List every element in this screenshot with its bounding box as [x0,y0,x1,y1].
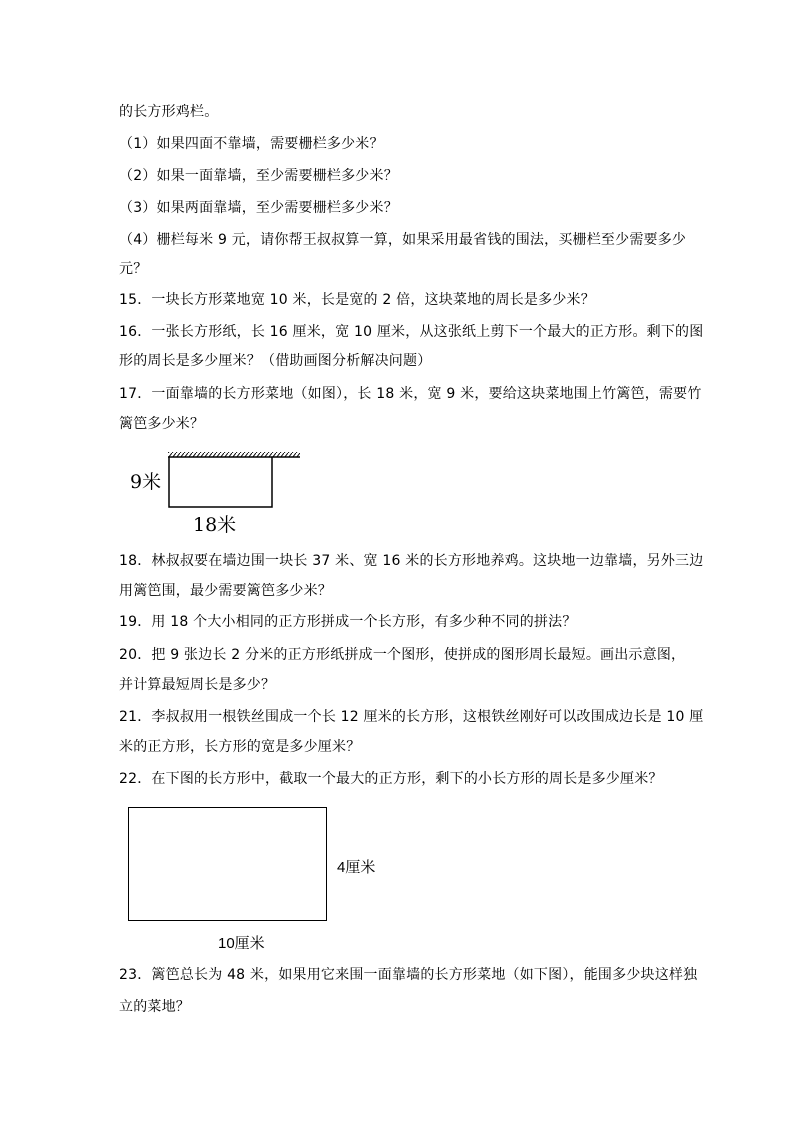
question-16: 16．一张长方形纸，长 16 厘米，宽 10 厘米，从这张纸上剪下一个最大的正方形。剩下的图 [119,324,704,340]
question-23: 23．篱笆总长为 48 米，如果用它来围一面靠墙的长方形菜地（如下图），能围多少块这样独 [119,967,698,983]
text-line: 形的周长是多少厘米？（借助画图分析解决问题） [119,353,432,369]
text-line: 用篱笆围，最少需要篱笆多少米？ [119,583,332,599]
text-line: （2）如果一面靠墙，至少需要栅栏多少米？ [119,168,398,184]
figure-22-width-label: 10厘米 [218,935,265,952]
text-line: 元？ [119,261,148,277]
figure-22-diagram [120,800,340,930]
figure-17-width-label: 9米 [130,471,162,493]
text-line: （3）如果两面靠墙，至少需要栅栏多少米？ [119,200,398,216]
question-22: 22．在下图的长方形中，截取一个最大的正方形，剩下的小长方形的周长是多少厘米？ [119,771,663,787]
figure-22-rectangle [129,808,327,921]
question-21: 21．李叔叔用一根铁丝围成一个长 12 厘米的长方形，这根铁丝刚好可以改围成边长是 10 厘 [119,709,704,725]
text-line: 篱笆多少米？ [119,416,205,432]
text-line: 并计算最短周长是多少？ [119,677,276,693]
figure-22-height-label: 4厘米 [337,859,376,876]
text-line: 的长方形鸡栏。 [119,104,219,120]
question-15: 15．一块长方形菜地宽 10 米，长是宽的 2 倍，这块菜地的周长是多少米？ [119,292,595,308]
text-line: （4）栅栏每米 9 元，请你帮王叔叔算一算，如果采用最省钱的围法，买栅栏至少需要多少 [119,232,687,248]
question-17: 17．一面靠墙的长方形菜地（如图），长 18 米，宽 9 米，要给这块菜地围上竹篱笆，需要竹 [119,386,702,402]
question-20: 20．把 9 张边长 2 分米的正方形纸拼成一个图形，使拼成的图形周长最短。画出示意图， [119,647,686,663]
text-line: （1）如果四面不靠墙，需要栅栏多少米？ [119,136,384,152]
garden-rectangle [169,457,272,507]
figure-17-length-label: 18米 [193,514,237,536]
question-19: 19．用 18 个大小相同的正方形拼成一个长方形，有多少种不同的拼法？ [119,614,577,630]
text-line: 米的正方形，长方形的宽是多少厘米？ [119,739,361,755]
question-18: 18．林叔叔要在墙边围一块长 37 米、宽 16 米的长方形地养鸡。这块地一边靠墙，另外三边 [119,553,704,569]
text-line: 立的菜地？ [119,999,190,1015]
